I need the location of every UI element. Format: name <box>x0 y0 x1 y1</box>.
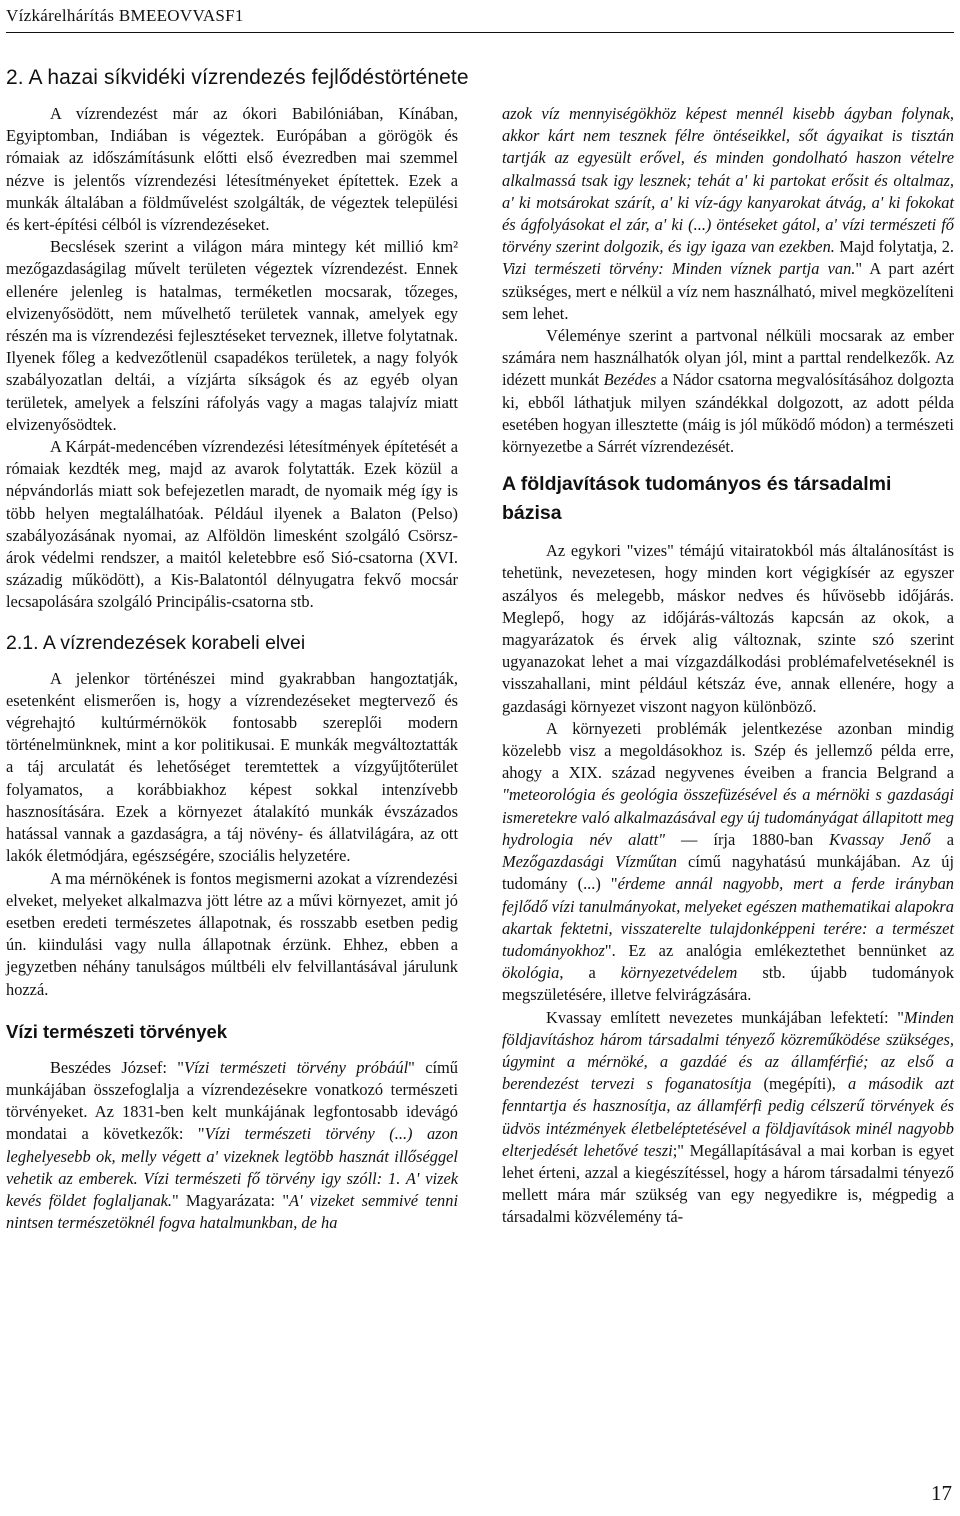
page-number: 17 <box>931 1481 952 1505</box>
person-name: Bezédes <box>603 370 657 390</box>
quote-text: érdeme annál nagyobb, mert a ferde irányban fejlődő vízi tanulmányokat, melyeket egészen mathematikai alapokra akartak fektetni, visszaterelte tulajdonképpeni terére: a természet tudományokhoz <box>502 874 954 960</box>
text-run: a Nádor csatorna megvalósításához dolgozta ki, ebből láthatjuk milyen szándékkal dolgozott, az adott példa esetében hogyan illesztette (máig is jól működő módon) a természeti környezetbe a Sárrét vízrendezését. <box>502 370 954 457</box>
right-column <box>502 103 954 1229</box>
section-title: A földjavítások tudományos és társadalmi bázisa <box>502 473 892 525</box>
quote-text: "meteorológia és geológia összefüzésével és a mérnöki s gazdasági ismeretekre való alkalmazásával egy új tudományágat állapitott meg hydrologia név alatt" <box>502 785 954 849</box>
text-run: — írja 1880-ban <box>665 829 830 849</box>
paragraph: A vízrendezést már az ókori Babilóniában, Kínában, Egyiptomban, Indiában is végeztek. Európában a görögök és rómaiak az időszámításunk előtti első évezredben mai szemmel nézve is jelentős vízrendezési létesítményeket építettek. Ezek a munkák általában a földművelést szolgálták, de végeztek települési és kert-építési célból is vízrendezéseket. <box>6 104 458 235</box>
paragraph: A jelenkor történészei mind gyakrabban hangoztatják, esetenként elismerően is, hogy a vízrendezéseket megtervező és végrehajtó kultúrmérnökök fontosabb szereplői modern történelmünknek, mint a kor politikusai. E munkák megváltoztatták a táj arculatát és lehetőséget teremtettek a vízgyűjtőterület folyamatos, a korábbiakhoz képest sokkal intenzívebb hasznosítására. Ezek a környezet átalakító munkák évszázados hatással vannak a gazdaságra, a táj növény- és állatvilágára, az ott lakók életmódjára, egészségére, szociális helyzetére. <box>6 668 458 866</box>
quote-text: A' vizeket semmivé tenni nintsen természetöknél fogva hatalmunkban, de ha <box>6 1190 459 1233</box>
paragraph <box>6 1057 458 1235</box>
person-name: Kvassay Jenő <box>829 829 931 849</box>
text-run: (megépíti), <box>751 1074 848 1094</box>
term: környezetvédelem <box>620 963 738 983</box>
paragraph <box>502 1007 954 1229</box>
text-run: a <box>930 829 955 849</box>
quote-text: Minden földjavításhoz három társadalmi tényező közreműködése szükséges, úgymint a mérnöké, a gazdáé és az államférfié; az első a berendezést tervezi s foganatosítja <box>502 1007 954 1094</box>
text-run: , a <box>559 963 621 983</box>
text-run: " Magyarázata: " <box>172 1190 290 1210</box>
text-run: Kvassay említett nevezetes munkájában lefektetí: " <box>546 1007 904 1027</box>
text-run: Beszédes József: " <box>50 1057 184 1077</box>
quote-text: azok víz mennyiségökhöz képest mennél kisebb ágyban folynak, akkor kárt nem tesznek félre öntéseikkel, sőt ágyaikat is tisztán tartják az egyesült erővel, és minden gondolható haszon vételre alkalmassá tsak igy lesznek; tehát a' ki partokat erősit és oltalmaz, a' ki motsárokat szárít, a' ki víz-ágy kanyarokat átvág, a' ki fokokat és ágfolyásokat el zár, a' ki (...) öntéseket gátol, a' vízi természeti fő törvény szerint dolgozik, és igy igaza van ezekben. <box>502 104 954 257</box>
paragraph: A ma mérnökének is fontos megismerni azokat a vízrendezési elveket, melyeket alkalmazva jött létre az a művi környezet, amit jó esetben eredeti természetes állapotnak, és rosszabb esetben pedig ún. kiindulási vagy nulla állapotnak érzünk. Ehhez, ebben a jegyzetben néhány tanulságos múltbéli elv felvillantásával járulunk hozzá. <box>6 868 458 999</box>
term: ökológia <box>502 963 560 983</box>
header-rule <box>6 32 954 33</box>
subsection-title: Vízi természeti törvények <box>6 1020 228 1042</box>
left-column <box>6 103 458 1234</box>
text-run: ;" Megállapításával a mai korban is egyet lehet érteni, azzal a kiegészítéssel, hogy a három társadalmi tényező mellett mára már szükség van egy negyedikre is, mégpedig a társadalmi közvélemény tá- <box>502 1140 954 1227</box>
paragraph <box>502 103 954 325</box>
text-run: A környezeti problémák jelentkezése azonban mindig közelebb visz a megoldásokhoz is. Szép és jellemző példa erre, ahogy a XIX. század negyvenes éveiben a francia Belgrand a <box>502 718 954 783</box>
quote-text: Vizi természeti törvény: Minden víznek partja van. <box>502 259 856 279</box>
paragraph: Becslések szerint a világon mára mintegy két millió km² mezőgazdaságilag művelt területen végeztek vízrendezést. Ennek ellenére jelenleg is hatalmas, terméketlen mocsarak, tőzeges, elvizenyősödött, nem művelhető területek vannak, amelyek egy részén ma is vízrendezési fejlesztéseket terveznek, illetve folytatnak. Ilyenek főleg a kedvezőtlenül csapadékos területek, a nagy folyók szabályozatlan deltái, a vízjárta síkságok és az egyéb olyan területek, amelyek a felszíni ráfolyás vagy a magas talajvíz miatt elvizenyősödtek. <box>6 237 458 434</box>
text-run: Véleménye szerint a partvonal nélküli mocsarak az ember számára nem használhatók olyan jól, mint a parttal rendelkezők. Az idézett munkát <box>502 326 954 390</box>
paragraph <box>502 325 954 458</box>
chapter-title: 2. A hazai síkvidéki vízrendezés fejlődéstörténete <box>6 66 469 89</box>
paragraph <box>502 718 954 1007</box>
running-header: Vízkárelhárítás BMEEOVVASF1 <box>6 6 244 25</box>
book-title: Mezőgazdasági Vízműtan <box>502 852 677 872</box>
text-run: stb. újabb tudományok megszületésére, illetve felvirágzására. <box>502 963 954 1005</box>
quote-text: Vízi természeti törvény (...) azon leghelyesebb ok, melly végett a' vizeknek legtöbb hasznát illőséggel vehetik az emberek. Vízi természeti fő törvény igy szóll: 1. A' vizek kevés földet foglaljanak. <box>6 1124 459 1210</box>
text-run: című nagyhatású munkájában. Az új tudomány (...) " <box>502 852 954 894</box>
text-run: " A part azért szükséges, mert e nélkül a víz nem használható, mivel megközelíteni sem lehet. <box>502 259 954 323</box>
text-run: Majd folytatja, 2. <box>834 237 954 257</box>
paragraph: Az egykori "vizes" témájú vitairatokból más általánosítást is tehetünk, nevezetesen, hogy minden kort végigkísér az egyszer aszályos és melegebb, máskor nedves és hűvösebb időjárás. Meglepő, hogy az időjárás-változás kapcsán az okok, a magyarázatok és érvek alig változnak, szinte szó szerint ugyanazokat lehet a mai vízgazdálkodási problémafelvetéseknél is visszahallani, mint például kétszáz éve, annak ellenére, hogy a gazdasági környezet viszont nagyon különböző. <box>502 541 954 716</box>
text-run: ". Ez az analógia emlékeztethet bennünket az <box>604 940 954 960</box>
paragraph: A Kárpát-medencében vízrendezési létesítmények építetését a rómaiak kezdték meg, majd az avarok folytatták. Ezek közül a népvándorlás miatt sok befejezetlen maradt, de nyomaik még így is több helyen megtalálhatóak. Például ilyenek a Balaton (Pelso) szabályozásának nyomai, az Alföldön limesként szolgáló Csörsz-árok védelmi rendszer, a maitól keletebbre eső Sió-csatorna (XVI. századig működött), a Kis-Balatontól délnyugatra fekvő mocsár lecsapolására szolgáló Principális-csatorna stb. <box>6 437 458 612</box>
quote-title: Vízi természeti törvény próbáúl <box>183 1057 409 1077</box>
quote-text: a második azt fenntartja és hasznosítja, az államférfi pedig célszerű törvények és üdvös intézmények életbeléptetésével a földjavítások minél nagyobb elterjedését lehetővé teszi <box>502 1074 954 1160</box>
text-run: " című munkájában összefoglalja a vízrendezésekre vonatkozó természeti törvényeket. Az 1831-ben kelt munkájának legfontosabb idevágó mondatai a következők: " <box>6 1057 459 1144</box>
section-title: 2.1. A vízrendezések korabeli elvei <box>6 631 306 654</box>
